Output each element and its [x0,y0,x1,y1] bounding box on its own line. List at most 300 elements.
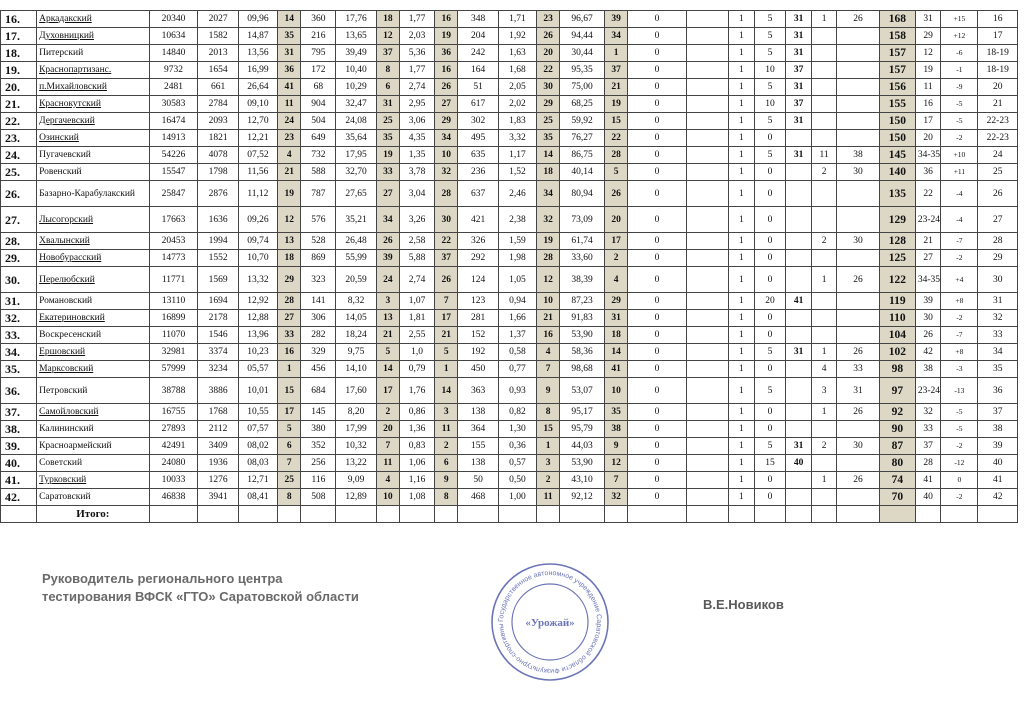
data-cell: 3 [536,455,559,472]
data-cell: 2 [811,164,836,181]
data-cell: 0,93 [498,378,536,404]
data-cell: 1798 [198,164,238,181]
data-cell: 192 [458,344,498,361]
data-cell: 3,04 [400,181,435,207]
data-cell: 10,01 [238,378,277,404]
row-number: 21. [1,96,37,113]
data-cell: 36 [278,62,301,79]
data-cell [837,421,879,438]
data-cell: 46838 [149,489,198,506]
data-cell: 27 [915,250,940,267]
data-cell: 20 [754,293,786,310]
empty-cell [278,506,301,523]
data-cell: 36 [435,45,458,62]
row-number: 19. [1,62,37,79]
data-cell [786,164,811,181]
data-cell [786,130,811,147]
data-cell: 13110 [149,293,198,310]
data-cell: 904 [301,96,336,113]
data-cell: 0,58 [498,344,536,361]
data-cell [686,79,728,96]
data-cell: 0 [754,267,786,293]
data-cell: 41 [786,293,811,310]
data-cell: 1,76 [400,378,435,404]
data-cell: 17,95 [336,147,376,164]
data-cell: 33 [978,327,1018,344]
data-cell: 21 [604,79,627,96]
data-cell: 19 [604,96,627,113]
data-cell: 0,36 [498,438,536,455]
data-cell: 0 [628,28,686,45]
data-cell: 50 [458,472,498,489]
data-cell [686,344,728,361]
total-score-cell: 80 [879,455,915,472]
data-cell: 0 [754,472,786,489]
data-cell: 21 [435,327,458,344]
data-cell: 95,35 [560,62,605,79]
data-cell [811,250,836,267]
data-cell: 22 [915,181,940,207]
data-cell: 1 [729,404,754,421]
data-cell: 53,90 [560,455,605,472]
data-cell: 10 [754,96,786,113]
data-cell: 12 [278,207,301,233]
row-number: 31. [1,293,37,310]
data-cell: 7 [604,472,627,489]
district-name: Лысогорский [37,207,150,233]
data-cell: 10 [435,147,458,164]
data-cell: 0 [628,181,686,207]
data-cell [811,79,836,96]
empty-cell [536,506,559,523]
data-cell: 39 [915,293,940,310]
data-cell: 11 [435,421,458,438]
data-cell: +10 [941,147,978,164]
data-cell: 0 [628,113,686,130]
data-cell: 54226 [149,147,198,164]
data-cell: 0 [628,489,686,506]
data-cell: -2 [941,310,978,327]
data-cell: 21 [978,96,1018,113]
data-cell: 29 [978,250,1018,267]
data-cell: -9 [941,79,978,96]
data-cell: 51 [458,79,498,96]
data-cell: 0 [628,130,686,147]
table-row [1,310,1018,327]
data-cell: 37 [978,404,1018,421]
data-cell: 32 [435,164,458,181]
empty-cell [301,506,336,523]
data-cell: 39 [376,250,399,267]
data-cell: -13 [941,378,978,404]
table-row [1,378,1018,404]
district-name: Новобурасский [37,250,150,267]
data-cell: 31 [786,147,811,164]
total-score-cell: 90 [879,421,915,438]
stamp-ring-text: Государственное автономное учреждение Саратовской области Физкультурно-спортивны [497,569,603,675]
data-cell: 0 [628,147,686,164]
data-cell: +8 [941,293,978,310]
stamp-center-text: «Урожай» [525,617,575,629]
data-cell: 28 [435,181,458,207]
data-cell: 13,96 [238,327,277,344]
district-name: Ершовский [37,344,150,361]
district-name: Дергачевский [37,113,150,130]
district-name: Хвалынский [37,233,150,250]
data-cell: 795 [301,45,336,62]
data-cell: 57999 [149,361,198,378]
data-cell: 7 [435,293,458,310]
data-cell: 0 [628,455,686,472]
data-cell: 9,75 [336,344,376,361]
data-cell: 18 [278,250,301,267]
district-name: Базарно-Карабулакский [37,181,150,207]
data-cell: -3 [941,361,978,378]
data-cell: 17 [604,233,627,250]
data-cell: 26 [837,472,879,489]
data-cell: 41 [915,472,940,489]
data-cell: 25 [376,113,399,130]
data-cell: 2027 [198,11,238,28]
data-cell: 20 [915,130,940,147]
data-cell: 35,21 [336,207,376,233]
data-cell: 3 [811,378,836,404]
data-cell: 495 [458,130,498,147]
data-cell: 96,67 [560,11,605,28]
data-cell: 141 [301,293,336,310]
data-cell: -5 [941,96,978,113]
data-cell: 15 [754,455,786,472]
data-cell: 3,32 [498,130,536,147]
data-cell: 155 [458,438,498,455]
data-cell: 1,00 [498,489,536,506]
data-cell: 12 [604,455,627,472]
data-cell: 35 [978,361,1018,378]
data-cell: 10 [536,293,559,310]
data-cell: 36 [915,164,940,181]
data-cell: 0 [628,267,686,293]
district-name: Озинский [37,130,150,147]
data-cell: 31 [786,28,811,45]
data-cell: 73,09 [560,207,605,233]
data-cell: 31 [786,438,811,455]
table-row [1,472,1018,489]
row-number: 39. [1,438,37,455]
data-cell: 637 [458,181,498,207]
data-cell: 5 [754,45,786,62]
data-cell: 1 [729,378,754,404]
data-cell: 29 [435,113,458,130]
data-cell: 1 [729,361,754,378]
data-cell: 31 [376,96,399,113]
table-row [1,438,1018,455]
data-cell: 25 [978,164,1018,181]
data-cell: 0 [628,207,686,233]
data-cell: 26,48 [336,233,376,250]
table-row [1,404,1018,421]
data-cell: 37 [915,438,940,455]
data-cell: 17 [376,378,399,404]
data-cell: 37 [435,250,458,267]
data-cell: 17,60 [336,378,376,404]
data-cell: 4 [376,472,399,489]
data-cell: 0 [628,421,686,438]
data-cell: 2481 [149,79,198,96]
data-cell: 31 [786,11,811,28]
data-cell: 1 [729,472,754,489]
data-cell: 116 [301,472,336,489]
data-cell: -2 [941,250,978,267]
data-cell: 26 [604,181,627,207]
data-cell [811,421,836,438]
data-cell: 4078 [198,147,238,164]
data-cell: 8,20 [336,404,376,421]
footer-position [42,570,359,606]
data-cell: 75,00 [560,79,605,96]
district-name: Пугачевский [37,147,150,164]
data-cell: 1,59 [498,233,536,250]
data-cell: 1,63 [498,45,536,62]
data-cell: 17,76 [336,11,376,28]
data-cell: 1636 [198,207,238,233]
data-cell: 2,74 [400,267,435,293]
data-cell: 4 [604,267,627,293]
data-cell: 0 [754,361,786,378]
data-cell: 1 [729,489,754,506]
data-cell: 18 [376,11,399,28]
data-cell [786,181,811,207]
total-score-cell: 145 [879,147,915,164]
data-cell: 2,95 [400,96,435,113]
data-cell: 0,57 [498,455,536,472]
data-cell: 38 [915,361,940,378]
data-cell: 68 [301,79,336,96]
data-cell: 41 [278,79,301,96]
data-cell: 123 [458,293,498,310]
row-number: 26. [1,181,37,207]
data-cell: 5,88 [400,250,435,267]
data-cell: 1582 [198,28,238,45]
data-cell: 1276 [198,472,238,489]
data-cell: 326 [458,233,498,250]
data-cell: 38 [837,147,879,164]
data-cell: 22 [604,130,627,147]
data-cell: 1 [729,79,754,96]
row-number: 30. [1,267,37,293]
data-cell: 12,88 [238,310,277,327]
data-cell: 29 [915,28,940,45]
data-cell: 17 [435,310,458,327]
empty-cell [198,506,238,523]
data-cell: 2178 [198,310,238,327]
data-cell: 94,44 [560,28,605,45]
empty-cell [336,506,376,523]
data-cell: 32 [915,404,940,421]
data-cell [837,489,879,506]
table-row [1,421,1018,438]
data-cell: 53,90 [560,327,605,344]
data-cell: 13 [278,233,301,250]
data-cell: 1 [435,361,458,378]
data-cell: 138 [458,404,498,421]
total-score-cell: 97 [879,378,915,404]
data-cell: 19 [915,62,940,79]
data-cell: 2,38 [498,207,536,233]
data-cell: 10634 [149,28,198,45]
data-cell: 6 [278,438,301,455]
table-row [1,11,1018,28]
district-name: Советский [37,455,150,472]
data-cell: 12,71 [238,472,277,489]
data-cell [786,267,811,293]
data-cell: 1 [729,11,754,28]
data-cell: 36 [978,378,1018,404]
data-cell [686,421,728,438]
data-cell: 1,07 [400,293,435,310]
data-cell: 1 [729,310,754,327]
data-cell: 30 [978,267,1018,293]
data-cell: 5 [754,438,786,455]
data-cell: 10,29 [336,79,376,96]
data-cell [786,310,811,327]
data-cell: 1 [729,438,754,455]
data-cell: 0,50 [498,472,536,489]
row-number: 29. [1,250,37,267]
data-cell: 24 [376,267,399,293]
data-cell: 14 [536,147,559,164]
data-cell: 38788 [149,378,198,404]
row-number: 38. [1,421,37,438]
data-cell: 236 [458,164,498,181]
total-score-cell: 150 [879,130,915,147]
total-score-cell: 98 [879,361,915,378]
data-cell: 24,08 [336,113,376,130]
data-cell: 1,92 [498,28,536,45]
data-cell: 14,87 [238,28,277,45]
total-score-cell: 135 [879,181,915,207]
total-score-cell: 125 [879,250,915,267]
data-cell: 4 [536,344,559,361]
data-cell [786,207,811,233]
data-cell: 34 [536,181,559,207]
data-cell [811,45,836,62]
empty-cell [628,506,686,523]
data-cell: 2,05 [498,79,536,96]
data-cell: 360 [301,11,336,28]
table-row [1,130,1018,147]
data-cell: 1 [729,130,754,147]
data-cell: 0 [754,310,786,327]
data-cell: 33 [837,361,879,378]
data-cell [811,455,836,472]
data-cell: 95,79 [560,421,605,438]
data-cell: 17 [978,28,1018,45]
data-cell: 869 [301,250,336,267]
data-cell: 86,75 [560,147,605,164]
data-cell: 0 [628,45,686,62]
data-cell [837,327,879,344]
data-cell: 5 [754,344,786,361]
data-cell: 0 [628,11,686,28]
row-number: 16. [1,11,37,28]
data-cell: 1,0 [400,344,435,361]
data-cell: 3374 [198,344,238,361]
data-cell: 87,23 [560,293,605,310]
data-cell [811,181,836,207]
data-cell: 2,46 [498,181,536,207]
empty-cell [915,506,940,523]
data-cell [837,45,879,62]
data-cell [837,293,879,310]
data-cell: 5,36 [400,45,435,62]
data-cell: 576 [301,207,336,233]
table-row [1,28,1018,45]
data-cell: 40 [915,489,940,506]
total-score-cell: 104 [879,327,915,344]
data-cell: 0 [628,79,686,96]
data-cell: -6 [941,45,978,62]
data-cell: 1 [729,181,754,207]
data-cell: 30,44 [560,45,605,62]
data-cell: 3886 [198,378,238,404]
data-cell: 348 [458,11,498,28]
data-cell [837,113,879,130]
data-cell: 11 [915,79,940,96]
data-cell: 23-24 [915,207,940,233]
data-cell [686,233,728,250]
data-cell [686,45,728,62]
data-cell: 05,57 [238,361,277,378]
data-cell: 5 [754,11,786,28]
data-cell: 26 [435,79,458,96]
data-cell: 0 [754,489,786,506]
data-cell: 0 [754,404,786,421]
data-cell: 18-19 [978,62,1018,79]
data-cell: 09,96 [238,11,277,28]
data-cell: 4 [278,147,301,164]
data-cell: 0 [628,378,686,404]
row-number: 40. [1,455,37,472]
data-cell: -5 [941,421,978,438]
data-cell: 14913 [149,130,198,147]
empty-cell [786,506,811,523]
data-cell: 1 [811,344,836,361]
data-cell: 12 [915,45,940,62]
total-score-cell: 92 [879,404,915,421]
data-cell: 0 [628,344,686,361]
data-cell: 468 [458,489,498,506]
data-cell: 16755 [149,404,198,421]
data-cell: 2 [604,250,627,267]
data-cell: 1 [729,207,754,233]
data-cell: 28 [915,455,940,472]
data-cell: 37 [786,62,811,79]
data-cell: 5 [278,421,301,438]
data-cell: 1,77 [400,62,435,79]
data-cell: 14 [376,361,399,378]
row-number: 35. [1,361,37,378]
row-number: 18. [1,45,37,62]
results-sheet [0,10,1018,523]
data-cell: 0,77 [498,361,536,378]
data-cell: 26 [376,233,399,250]
data-cell [811,62,836,79]
data-cell: 588 [301,164,336,181]
data-cell: 145 [301,404,336,421]
data-cell [786,250,811,267]
data-cell: 24 [978,147,1018,164]
data-cell: 2,02 [498,96,536,113]
